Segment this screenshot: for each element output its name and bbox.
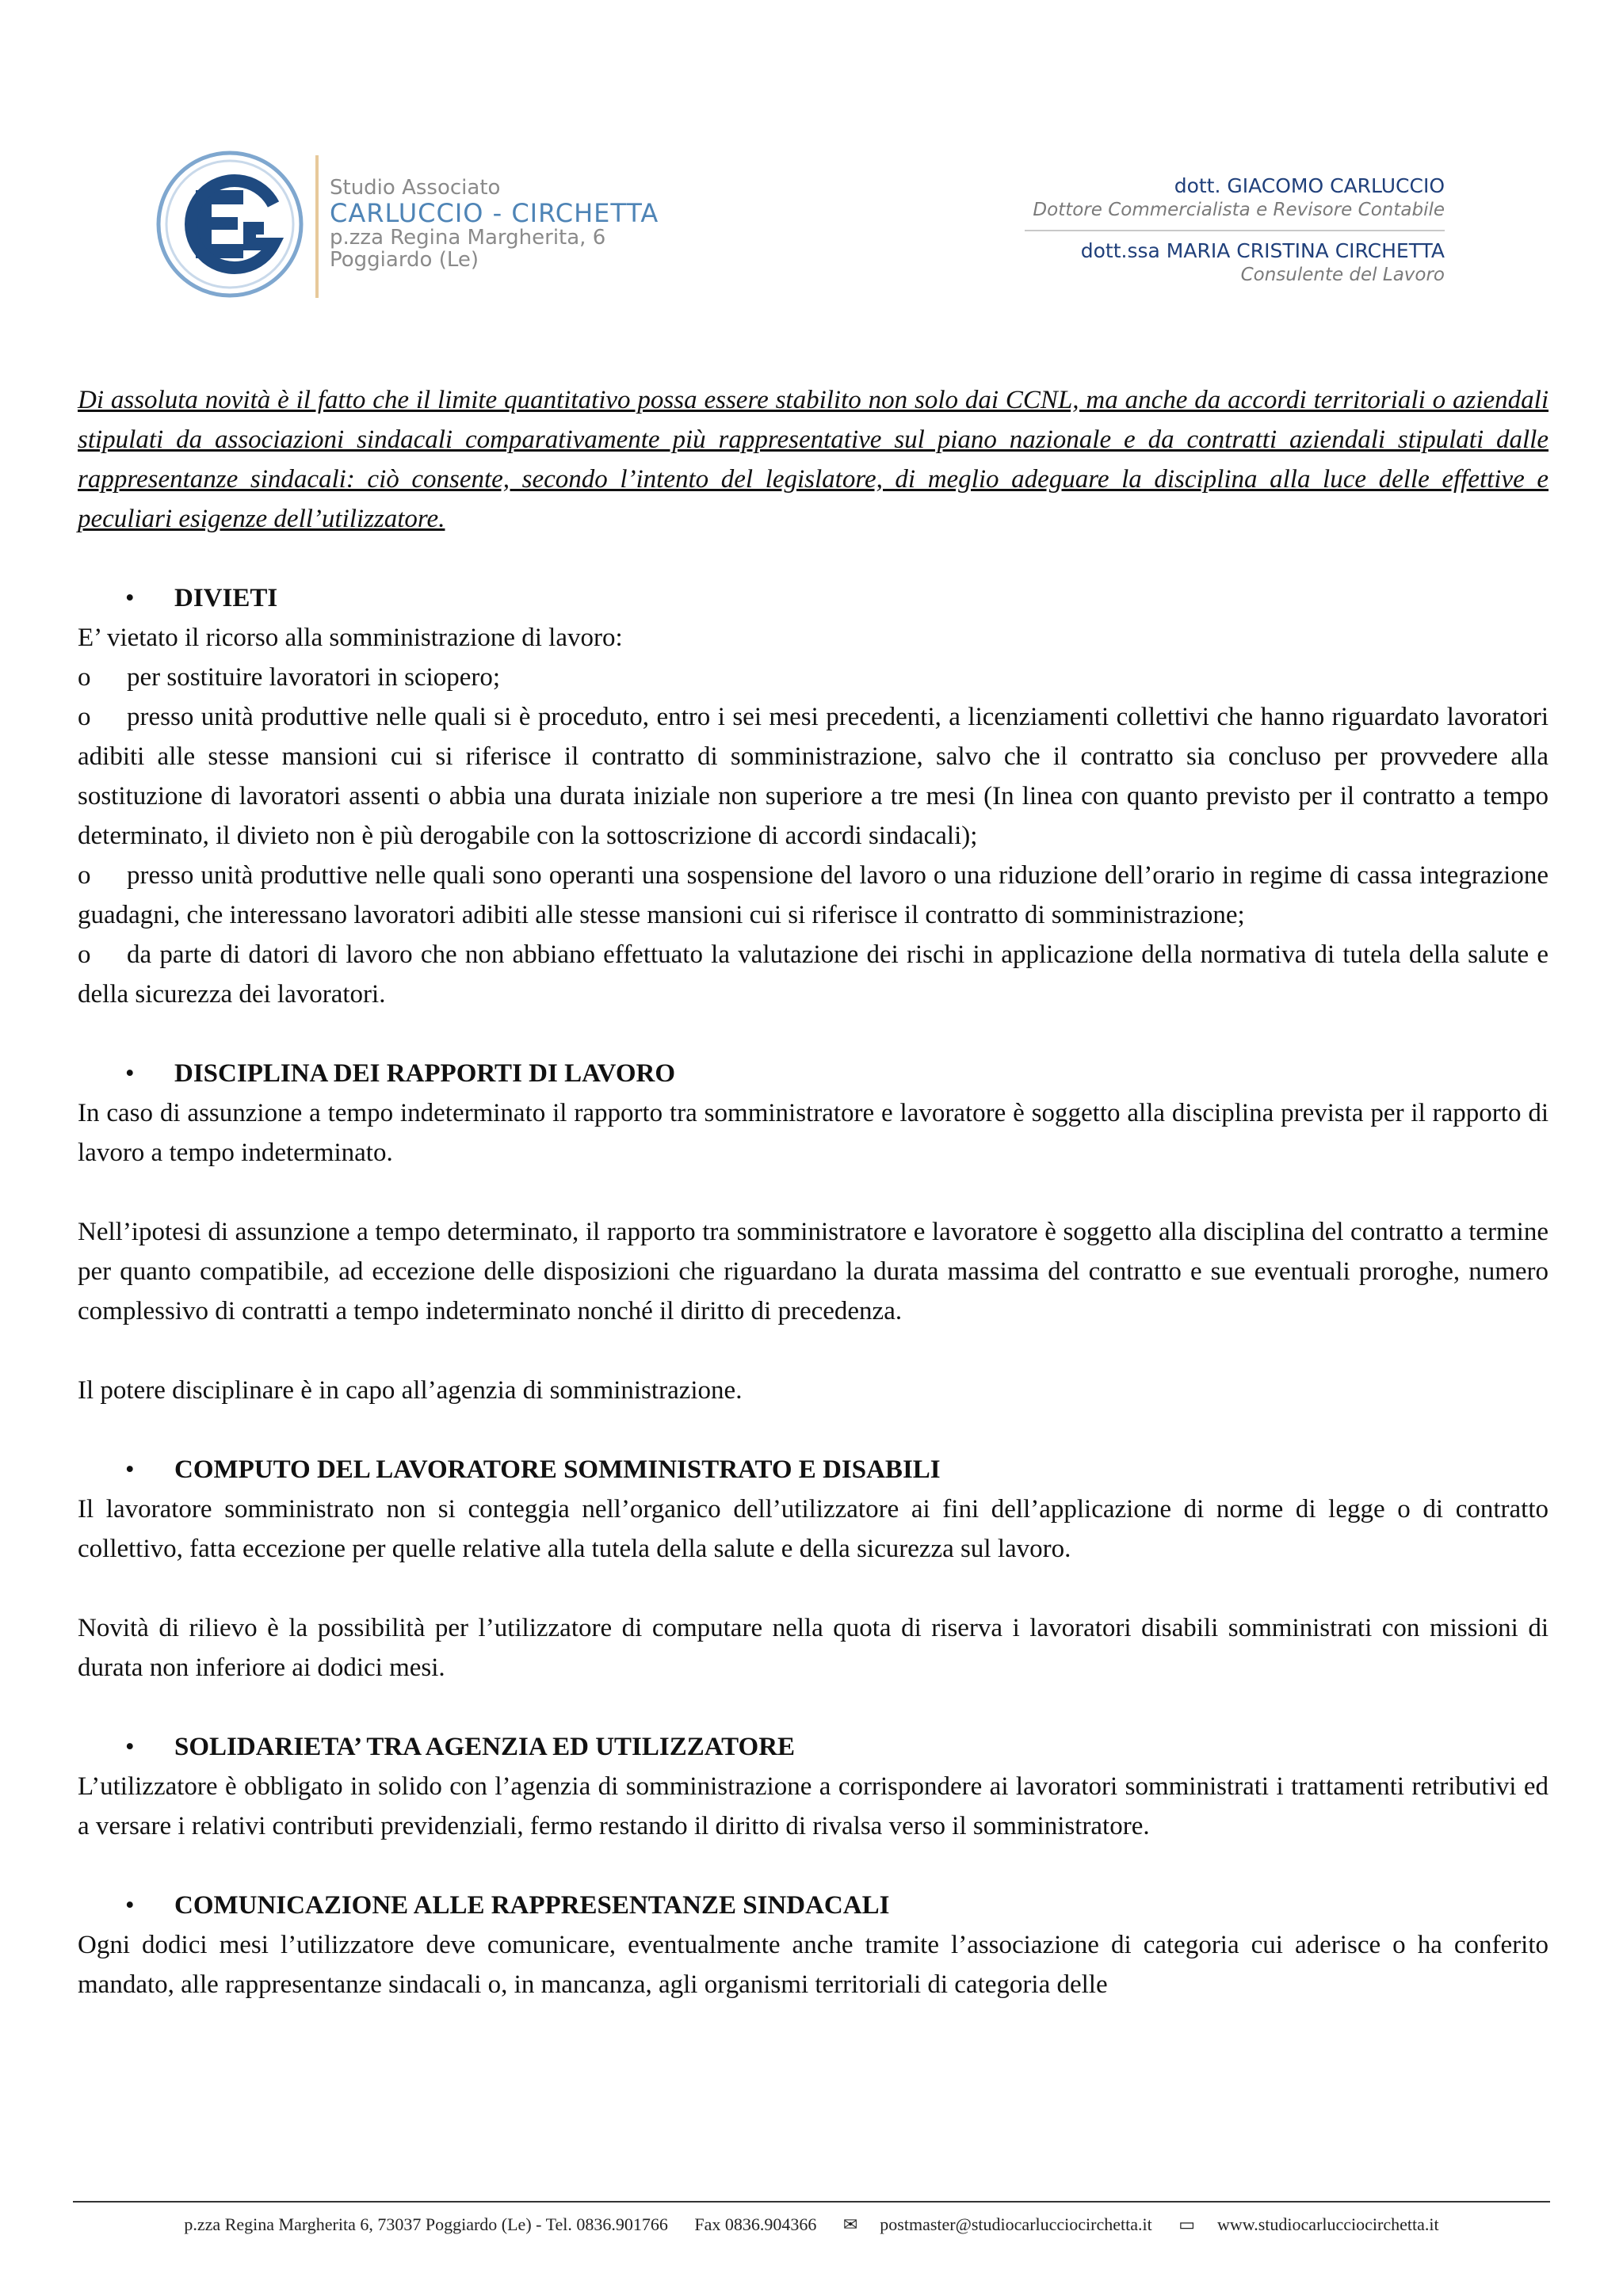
studio-line-4: Poggiardo (Le) (330, 248, 479, 272)
disciplina-paragraph-2: Nell’ipotesi di assunzione a tempo determinato, il rapporto tra somministratore e lavoratore è soggetto alla disciplina del contratto a termine per quanto compatibile, ad eccezione delle disposizioni che riguardano la durata massima del contratto e sue eventuali proroghe, numero complessivo di contratti a tempo indeterminato nonché il diritto di precedenza. (78, 1218, 1549, 1325)
footer-fax: Fax 0836.904366 (694, 2214, 817, 2234)
computo-paragraph-1: Il lavoratore somministrato non si conteggia nell’organico dell’utilizzatore ai fini dell’applicazione di norme di legge o di contratto collettivo, fatta eccezione per quelle relative alla tutela della salute e della sicurezza sul lavoro. (78, 1495, 1549, 1563)
footer-website[interactable]: www.studiocarlucciocirchetta.it (1217, 2214, 1439, 2234)
comunicazione-paragraph: Ogni dodici mesi l’utilizzatore deve comunicare, eventualmente anche tramite l’associazione di categoria cui aderisce o ha conferito mandato, alle rappresentanze sindacali o, in mancanza, agli organismi territoriali di categoria delle (78, 1931, 1549, 1999)
divieti-item: o presso unità produttive nelle quali sono operanti una sospensione del lavoro o una riduzione dell’orario in regime di cassa integrazione guadagni, che interessano lavoratori adibiti alle stesse mansioni cui si riferisce il contratto di somministrazione; (78, 856, 1549, 935)
intro-paragraph: Di assoluta novità è il fatto che il limite quantitativo possa essere stabilito non solo dai CCNL, ma anche da accordi territoriali o aziendali stipulati da associazioni sindacali comparativamente più rappresentative sul piano nazionale e da contratti aziendali stipulati dalle rappresentanze sindacali: ciò consente, secondo l’intento del legislatore, di meglio adeguare la disciplina alla luce delle effettive e peculiari esigenze dell’utilizzatore. (78, 386, 1549, 533)
document-body (78, 380, 1549, 2004)
divieti-lead: E’ vietato il ricorso alla somministrazione di lavoro: (78, 624, 623, 652)
disciplina-paragraph-1: In caso di assunzione a tempo indeterminato il rapporto tra somministratore e lavoratore è soggetto alla disciplina prevista per il rapporto di lavoro a tempo indeterminato. (78, 1099, 1549, 1167)
footer-email[interactable]: postmaster@studiocarlucciocirchetta.it (880, 2214, 1152, 2234)
section-heading-divieti: • DIVIETI (78, 578, 1549, 618)
computo-paragraph-2: Novità di rilievo è la possibilità per l’utilizzatore di computare nella quota di riserva i lavoratori disabili somministrati con missioni di durata non inferiore ai dodici mesi. (78, 1614, 1549, 1682)
divieti-item: o per sostituire lavoratori in sciopero; (78, 658, 1549, 697)
page-footer (73, 2201, 1550, 2241)
partner-2-role: Consulente del Lavoro (1240, 265, 1445, 285)
circle-bullet-icon: o (78, 703, 91, 731)
circle-bullet-icon: o (78, 940, 91, 969)
studio-line-2: CARLUCCIO - CIRCHETTA (330, 198, 659, 228)
circle-bullet-icon: o (78, 861, 91, 890)
circle-bullet-icon: o (78, 663, 91, 692)
bullet-icon: • (125, 1059, 135, 1088)
computer-icon: ▭ (1178, 2214, 1196, 2234)
studio-line-1: Studio Associato (330, 176, 501, 200)
studio-logo-icon (155, 149, 305, 299)
studio-name-block (315, 155, 659, 298)
partner-1-role: Dottore Commercialista e Revisore Contabile (1033, 200, 1445, 220)
partners-block (1001, 174, 1445, 287)
studio-line-3: p.zza Regina Margherita, 6 (330, 226, 606, 250)
section-heading-computo: • COMPUTO DEL LAVORATORE SOMMINISTRATO E DISABILI (78, 1450, 1549, 1489)
letterhead (0, 0, 1623, 333)
section-heading-comunicazione: • COMUNICAZIONE ALLE RAPPRESENTANZE SINDACALI (78, 1886, 1549, 1925)
footer-contacts (73, 2209, 1550, 2241)
bullet-icon: • (125, 1891, 135, 1920)
divieti-item: o presso unità produttive nelle quali si è proceduto, entro i sei mesi precedenti, a licenziamenti collettivi che hanno riguardato lavoratori adibiti alle stesse mansioni cui si riferisce il contratto di somministrazione, salvo che il contratto sia concluso per provvedere alla sostituzione di lavoratori assenti o abbia una durata iniziale non superiore a tre mesi (In linea con quanto previsto per il contratto a tempo determinato, il divieto non è più derogabile con la sottoscrizione di accordi sindacali); (78, 697, 1549, 856)
bullet-icon: • (125, 584, 135, 612)
partner-2-name: dott.ssa MARIA CRISTINA CIRCHETTA (1080, 239, 1445, 262)
disciplina-paragraph-3: Il potere disciplinare è in capo all’agenzia di somministrazione. (78, 1376, 743, 1405)
divieti-item: o da parte di datori di lavoro che non abbiano effettuato la valutazione dei rischi in applicazione della normativa di tutela della salute e della sicurezza dei lavoratori. (78, 935, 1549, 1014)
solidarieta-paragraph: L’utilizzatore è obbligato in solido con l’agenzia di somministrazione a corrispondere ai lavoratori somministrati i trattamenti retributivi ed a versare i relativi contributi previdenziali, fermo restando il diritto di rivalsa verso il somministratore. (78, 1772, 1549, 1840)
footer-address: p.zza Regina Margherita 6, 73037 Poggiardo (Le) - Tel. 0836.901766 (184, 2214, 668, 2234)
partner-1-name: dott. GIACOMO CARLUCCIO (1174, 174, 1445, 197)
mail-icon: ✉ (842, 2214, 858, 2234)
section-heading-solidarieta: • SOLIDARIETA’ TRA AGENZIA ED UTILIZZATORE (78, 1727, 1549, 1767)
partners-divider (1025, 230, 1445, 231)
section-heading-disciplina: • DISCIPLINA DEI RAPPORTI DI LAVORO (78, 1054, 1549, 1093)
bullet-icon: • (125, 1733, 135, 1761)
bullet-icon: • (125, 1455, 135, 1484)
